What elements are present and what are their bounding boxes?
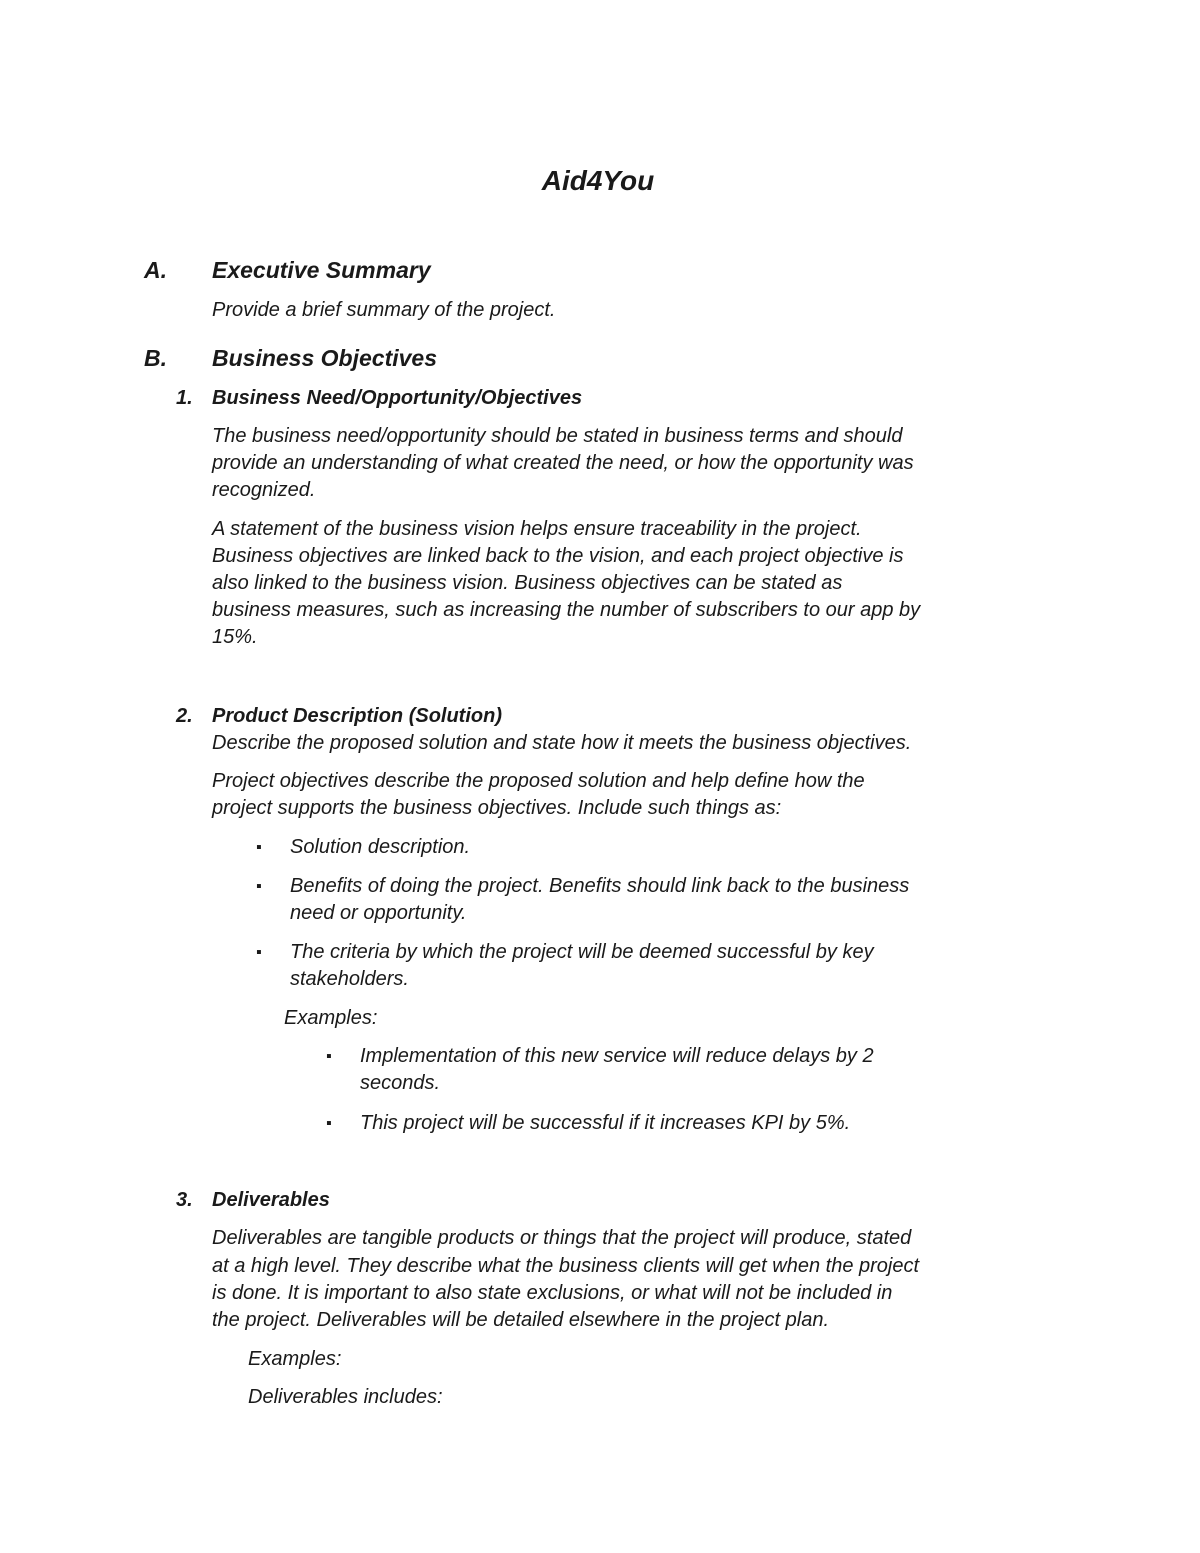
subsection-3-number: 3. bbox=[176, 1189, 193, 1211]
sub2-para1: Describe the proposed solution and state how it meets the business objectives. bbox=[212, 732, 912, 754]
subsection-3-heading: Deliverables bbox=[212, 1189, 330, 1211]
sub1-para2-line1: A statement of the business vision helps ensure traceability in the project. bbox=[212, 518, 862, 540]
bullet-marker: ▪ bbox=[326, 1048, 332, 1065]
sub3-para1-line3: is done. It is important to also state exclusions, or what will not be included in bbox=[212, 1282, 893, 1304]
subsection-1-heading: Business Need/Opportunity/Objectives bbox=[212, 387, 583, 409]
subsection-1-number: 1. bbox=[176, 387, 193, 409]
sub3-para1-line1: Deliverables are tangible products or things that the project will produce, stated bbox=[212, 1227, 912, 1249]
section-a-text: Provide a brief summary of the project. bbox=[212, 299, 556, 321]
bullet-marker: ▪ bbox=[256, 944, 262, 961]
bullet-item: Benefits of doing the project. Benefits should link back to the business bbox=[290, 875, 910, 897]
example-item: Implementation of this new service will reduce delays by 2 bbox=[360, 1045, 874, 1067]
sub2-para2-line2: project supports the business objectives. Include such things as: bbox=[212, 797, 782, 819]
bullet-item: Solution description. bbox=[290, 836, 471, 858]
examples-label: Examples: bbox=[248, 1348, 342, 1370]
bullet-marker: ▪ bbox=[256, 878, 262, 895]
bullet-item-continued: stakeholders. bbox=[290, 968, 409, 990]
bullet-marker: ▪ bbox=[256, 839, 262, 856]
document-title: Aid4You bbox=[541, 165, 655, 196]
section-a-letter: A. bbox=[144, 257, 167, 283]
sub3-para1-line2: at a high level. They describe what the business clients will get when the project bbox=[212, 1255, 920, 1277]
sub1-para2-line5: 15%. bbox=[212, 626, 258, 648]
example-item: This project will be successful if it increases KPI by 5%. bbox=[360, 1112, 851, 1134]
section-b-heading: Business Objectives bbox=[212, 345, 437, 371]
section-a-heading: Executive Summary bbox=[212, 257, 431, 283]
bullet-item: The criteria by which the project will be deemed successful by key bbox=[290, 941, 874, 963]
bullet-item-continued: need or opportunity. bbox=[290, 902, 467, 924]
sub1-para1-line2: provide an understanding of what created the need, or how the opportunity was bbox=[212, 452, 914, 474]
sub1-para1-line1: The business need/opportunity should be stated in business terms and should bbox=[212, 425, 903, 447]
sub1-para2-line2: Business objectives are linked back to the vision, and each project objective is bbox=[212, 545, 904, 567]
sub1-para1-line3: recognized. bbox=[212, 479, 316, 501]
examples-label: Examples: bbox=[284, 1007, 378, 1029]
sub1-para2-line4: business measures, such as increasing the number of subscribers to our app by bbox=[212, 599, 921, 621]
subsection-2-number: 2. bbox=[176, 705, 193, 727]
section-b-letter: B. bbox=[144, 345, 167, 371]
bullet-marker: ▪ bbox=[326, 1115, 332, 1132]
sub1-para2-line3: also linked to the business vision. Business objectives can be stated as bbox=[212, 572, 843, 594]
sub3-para1-line4: the project. Deliverables will be detailed elsewhere in the project plan. bbox=[212, 1309, 830, 1331]
example-item-continued: seconds. bbox=[360, 1072, 441, 1094]
sub2-para2-line1: Project objectives describe the proposed solution and help define how the bbox=[212, 770, 865, 792]
subsection-2-heading: Product Description (Solution) bbox=[212, 705, 502, 727]
deliverables-includes-label: Deliverables includes: bbox=[248, 1386, 443, 1408]
